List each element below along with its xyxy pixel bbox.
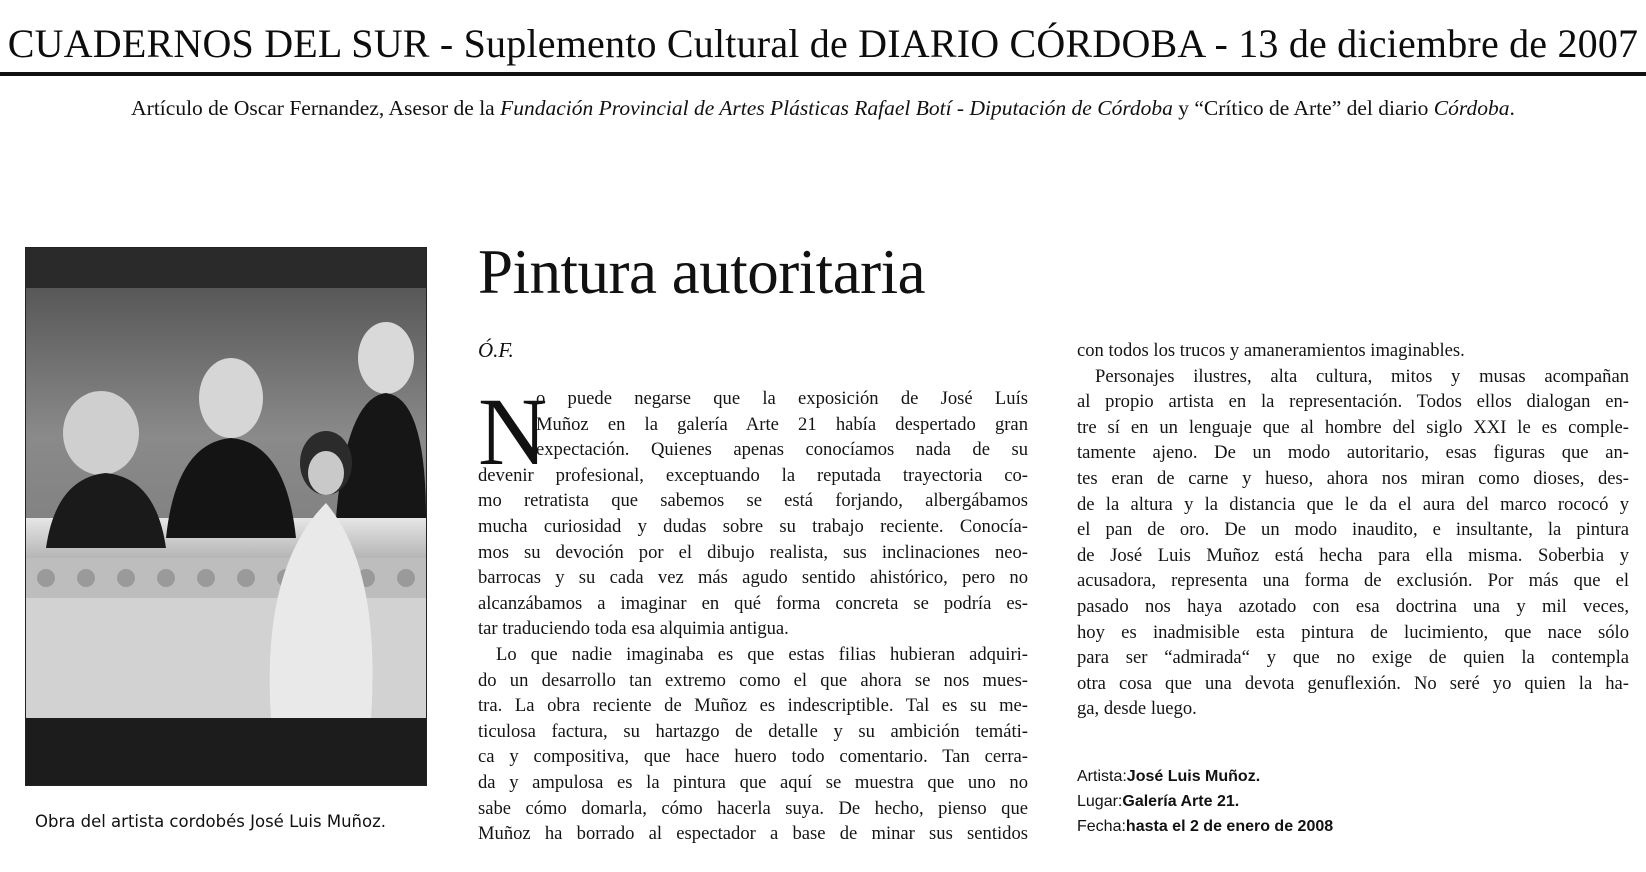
text-line: tre sí en un lenguaje que al hombre del siglo XXI le es comple- [1077,416,1629,438]
text-line: ca y compositiva, que hace huero todo comentario. Tan cerra- [478,746,1028,768]
fact-value: José Luis Muñoz. [1126,768,1261,785]
text-line: hoy es inadmisible esta pintura de lucimiento, que nace sólo [1077,621,1629,643]
text-line: ticulosa factura, su hartazgo de detalle y su ambición temáti- [478,720,1028,742]
text-line: do un desarrollo tan extremo como el que ahora se nos mues- [478,669,1028,691]
text-line: barrocas y su cada vez más agudo sentido ahistórico, pero no [478,567,1028,589]
text-line: da y ampulosa es la pintura que aquí se muestra que uno no [478,771,1028,793]
exhibition-facts [1077,764,1333,839]
article-author: Ó.F. [478,338,514,362]
text-line: Personajes ilustres, alta cultura, mitos y musas acompañan [1095,365,1629,387]
artwork-photo [25,247,427,786]
fact-date [1077,814,1333,839]
text-line: tes eran de carne y hueso, ahora nos miran como dioses, des- [1077,467,1629,489]
text-line: tra. La obra reciente de Muñoz es indescriptible. Tal es su me- [478,695,1028,717]
fact-label: Artista: [1077,768,1127,785]
text-line: sabe cómo domarla, cómo hacerla suya. De hecho, pienso que [478,797,1028,819]
byline [0,96,1646,121]
text-line: o puede negarse que la exposición de José Luís [536,388,1028,409]
text-line: ga, desde luego. [1077,698,1197,720]
text-line: mo retratista que sabemos se está forjando, albergábamos [478,490,1028,512]
fact-artist [1077,764,1333,789]
article-column-1 [478,378,1028,847]
text-line: con todos los trucos y amaneramientos imaginables. [1077,340,1465,361]
fact-value: Galería Arte 21. [1122,793,1240,810]
fact-label: Lugar: [1077,793,1123,810]
text-line: mos su devoción por el dibujo realista, sus inclinaciones neo- [478,541,1028,563]
masthead-rule [0,72,1646,76]
text-line: el pan de oro. De un modo inaudito, e insultante, la pintura [1077,519,1629,541]
text-line: de José Luis Muñoz está hecha para ella misma. Soberbia y [1077,544,1629,566]
text-line: pasado nos haya azotado con esa doctrina una y mil veces, [1077,595,1629,617]
text-line: alcanzábamos a imaginar en qué forma concreta se podría es- [478,592,1028,614]
text-line: mucha curiosidad y dudas sobre su trabajo reciente. Conocía- [478,515,1028,537]
byline-part-3: y “Crítico de Arte” del diario [1172,96,1434,120]
drop-cap: N [478,378,548,485]
fact-label: Fecha: [1077,818,1126,835]
byline-part-1: Artículo de Oscar Fernandez, Asesor de la [131,96,501,120]
text-line: de la altura y la distancia que le da el aura del marco rococó y [1077,493,1629,515]
text-line: al propio artista en la representación. Todos ellos dialogan en- [1077,391,1629,413]
fact-value: hasta el 2 de enero de 2008 [1125,818,1334,835]
fact-place [1077,789,1333,814]
photo-caption: Obra del artista cordobés José Luis Muñoz. [35,812,387,831]
text-line: tamente ajeno. De un modo autoritario, esas figuras que an- [1077,442,1629,464]
article-column-2 [1077,338,1629,722]
masthead: CUADERNOS DEL SUR - Suplemento Cultural de DIARIO CÓRDOBA - 13 de diciembre de 2007 [7,21,1639,66]
text-line: Muñoz ha borrado al espectador a base de minar sus sentidos [478,823,1028,845]
byline-foundation: Fundación Provincial de Artes Plásticas Rafael Botí - Diputación de Córdoba [500,96,1173,120]
text-line: tar traduciendo toda esa alquimia antigua. [478,618,789,640]
text-line: Lo que nadie imaginaba es que estas filias hubieran adquiri- [496,643,1028,665]
byline-period: . [1509,96,1515,120]
text-line: otra cosa que una devota genuflexión. No seré yo quien la ha- [1077,672,1629,694]
text-line: acusadora, representa una forma de exclusión. Por más que el [1077,570,1629,592]
text-line: para ser “admirada“ y que no exige de quien la contempla [1077,647,1629,669]
text-line: expectación. Quienes apenas conocíamos nada de su [536,439,1028,461]
byline-newspaper: Córdoba [1433,96,1510,120]
article-title: Pintura autoritaria [478,237,926,307]
text-line: devenir profesional, exceptuando la reputada trayectoria co- [478,464,1028,486]
text-line: Muñoz en la galería Arte 21 había despertado gran [536,413,1028,435]
